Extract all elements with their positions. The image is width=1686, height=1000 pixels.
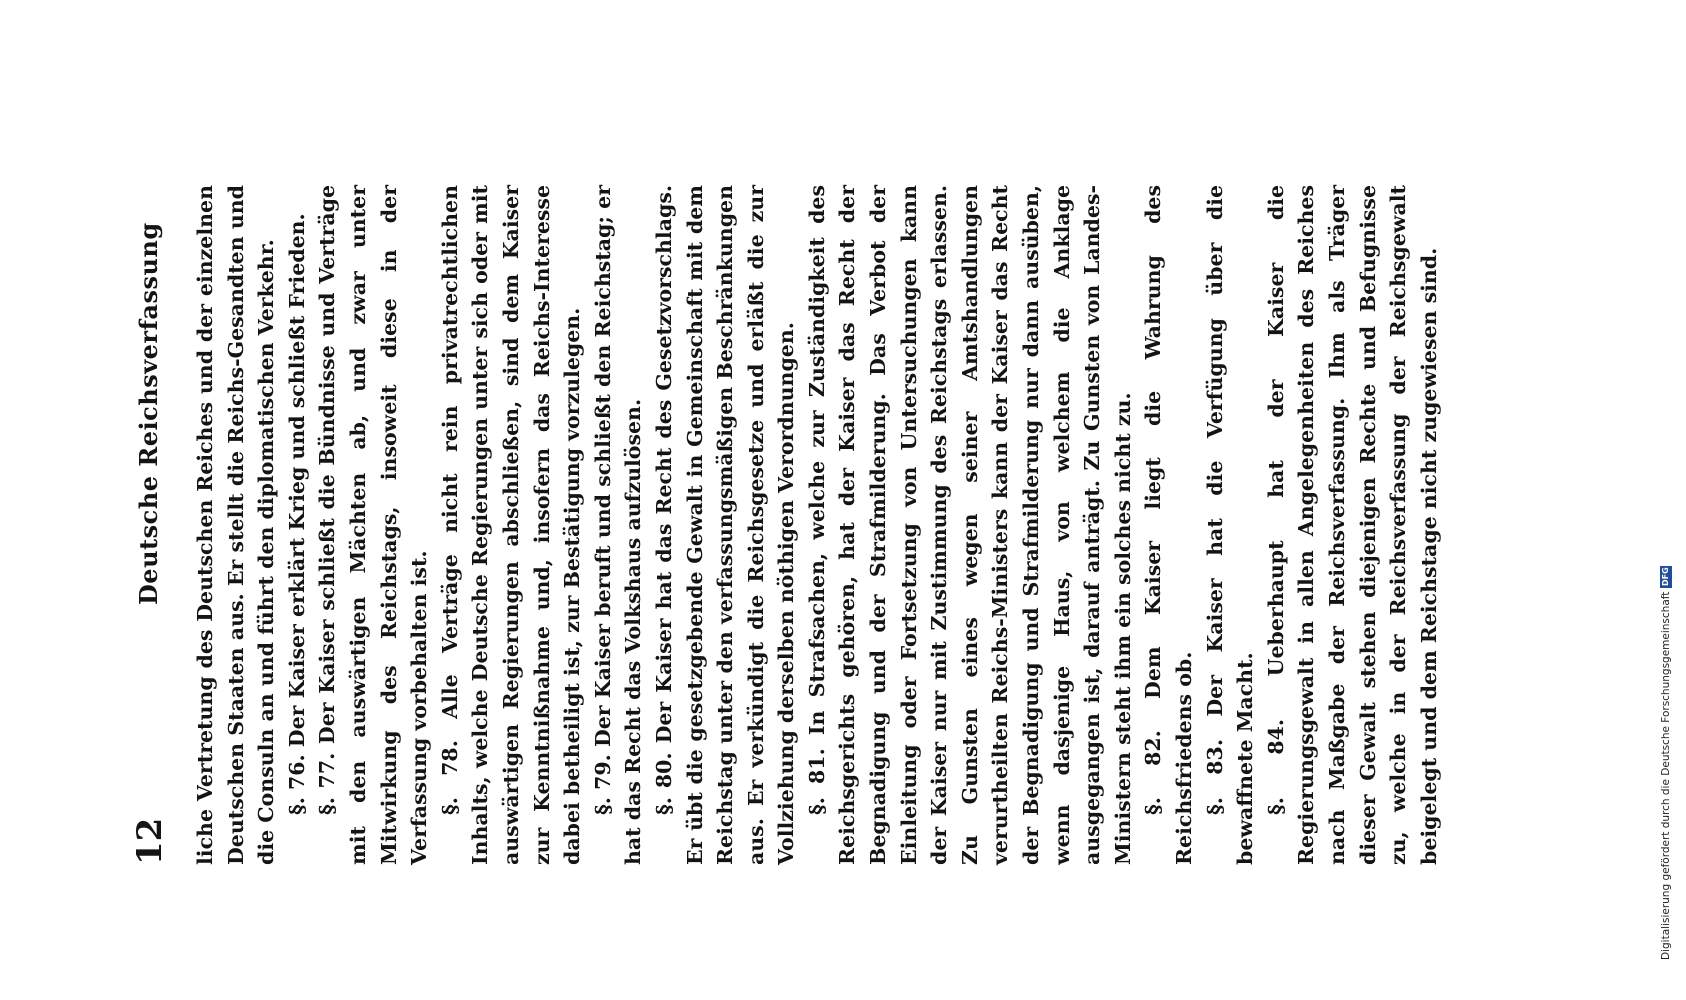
paragraph [1138,185,1199,865]
paragraph [190,185,282,865]
section-number: §. 80. [651,752,676,815]
section-number: §. 82. [1141,730,1166,815]
paragraph [1200,185,1261,865]
paragraph-text: In Strafsachen, welche zur Zuständigkeit des Reichsgerichts gehören, hat der Kaiser das Recht der Begnadigung und der Strafmilderung. Das Verbot der Einleitung oder Fortsetzung von Untersuchungen kann der Kaiser nur mit Zustimmung des Reichstags erlassen. Zu Gunsten eines wegen seiner Amtshandlungen verurtheilten Reichs-Ministers kann der Kaiser das Recht der Begnadigung und Strafmilderung nur dann ausüben, wenn dasjenige Haus, von welchem die Anklage ausgegangen ist, darauf anträgt. Zu Gunsten von Landes-Ministern steht ihm ein solches nicht zu. [804,185,1135,865]
body-text [190,185,1444,865]
section-number: §. 81. [804,748,829,815]
paragraph-text: Der Kaiser hat das Recht des Gesetzvorschlags. Er übt die gesetzgebende Gewalt in Gemeinschaft mit dem Reichstag unter den verfassungsmäßigen Beschränkungen aus. Er verkündigt die Reichsgesetze und erläßt die zur Vollziehung derselben nöthigen Verordnungen. [651,184,799,865]
paragraph [649,185,802,865]
section-number: §. 84. [1263,718,1288,815]
paragraph-text: Alle Verträge nicht rein privatrechtlichen Inhalts, welche Deutsche Regierungen unter sich oder mit auswärtigen Regierungen abschließen, sind dem Kaiser zur Kenntnißnahme und, insofern das Reichs-Interesse dabei betheiligt ist, zur Bestätigung vorzulegen. [437,185,585,865]
paragraph [312,185,434,865]
paragraph-text: Der Kaiser hat die Verfügung über die bewaffnete Macht. [1202,185,1258,865]
paragraph-text: liche Vertretung des Deutschen Reiches und der einzelnen Deutschen Staaten aus. Er stellt die Reichs-Gesandten und die Consuln an und führt den diplomatischen Verkehr. [193,185,279,865]
paragraph-text: Der Kaiser erklärt Krieg und schließt Frieden. [284,213,309,748]
section-number: §. 76. [284,754,309,815]
section-number: §. 78. [437,740,462,815]
paragraph [435,185,588,865]
paragraph-text: Der Kaiser schließt die Bündnisse und Verträge mit den auswärtigen Mächten ab, und zwar unter Mitwirkung des Reichstags, insoweit diese in der Verfassung vorbehalten ist. [315,185,432,865]
paragraph [1261,185,1445,865]
running-title: Deutsche Reichsverfassung [134,222,163,605]
page-number: 12 [130,817,170,865]
section-number: §. 77. [315,752,340,815]
paragraph [802,185,1139,865]
digitization-credit [1660,566,1672,960]
paragraph-text: Dem Kaiser liegt die Wahrung des Reichsfriedens ob. [1141,185,1196,865]
page-header [130,105,176,865]
digitization-note-text: Digitalisierung gefördert durch die Deutsche Forschungsgemeinschaft [1660,591,1672,960]
section-number: §. 83. [1202,739,1227,815]
paragraph [282,185,313,865]
document-page [130,175,1510,935]
paragraph-text: Der Kaiser beruft und schließt den Reichstag; er hat das Recht das Volkshaus aufzulösen. [590,185,646,865]
paragraph [588,185,649,865]
dfg-logo: DFG [1661,567,1670,586]
paragraph-text: Ueberhaupt hat der Kaiser die Regierungsgewalt in allen Angelegenheiten des Reiches nach Maßgabe der Reichsverfassung. Ihm als Träger dieser Gewalt stehen diejenigen Rechte und Befugnisse zu, welche in der Reichsverfassung der Reichsgewalt beigelegt und dem Reichstage nicht zugewiesen sind. [1263,184,1441,865]
section-number: §. 79. [590,754,615,815]
